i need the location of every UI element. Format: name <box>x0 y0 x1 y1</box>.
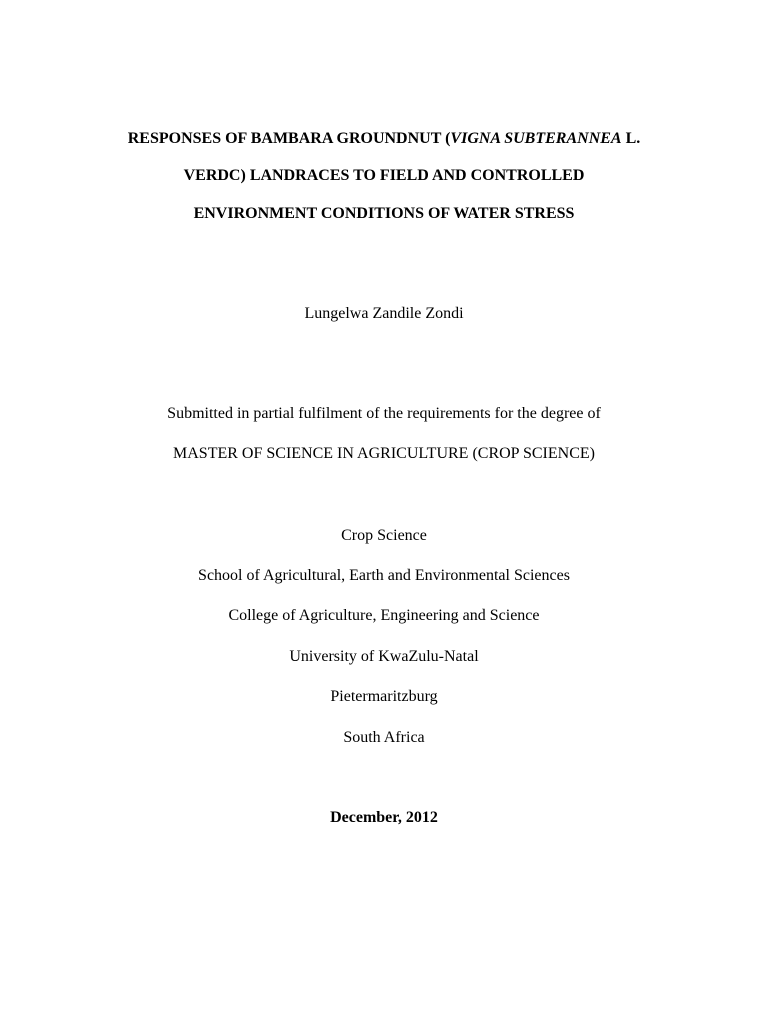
city-name: Pietermaritzburg <box>330 688 438 705</box>
school-name: School of Agricultural, Earth and Environmental Sciences <box>198 567 570 584</box>
discipline: Crop Science <box>341 527 427 544</box>
degree-name: MASTER OF SCIENCE IN AGRICULTURE (CROP SCIENCE) <box>173 445 595 462</box>
title-line-1-pre: RESPONSES OF BAMBARA GROUNDNUT ( <box>127 130 451 147</box>
country-name: South Africa <box>343 729 425 746</box>
title-line-1-post: L. <box>621 130 641 147</box>
college-name: College of Agriculture, Engineering and Science <box>228 607 540 624</box>
author-name: Lungelwa Zandile Zondi <box>304 305 464 322</box>
title-line-2: VERDC) LANDRACES TO FIELD AND CONTROLLED <box>183 167 585 184</box>
title-line-1 <box>0 129 768 149</box>
submission-date: December, 2012 <box>330 809 438 826</box>
university-name: University of KwaZulu-Natal <box>289 648 479 665</box>
species-name: VIGNA SUBTERANNEA <box>450 130 622 147</box>
submission-statement: Submitted in partial fulfilment of the requirements for the degree of <box>167 405 601 422</box>
title-line-3: ENVIRONMENT CONDITIONS OF WATER STRESS <box>193 205 575 222</box>
